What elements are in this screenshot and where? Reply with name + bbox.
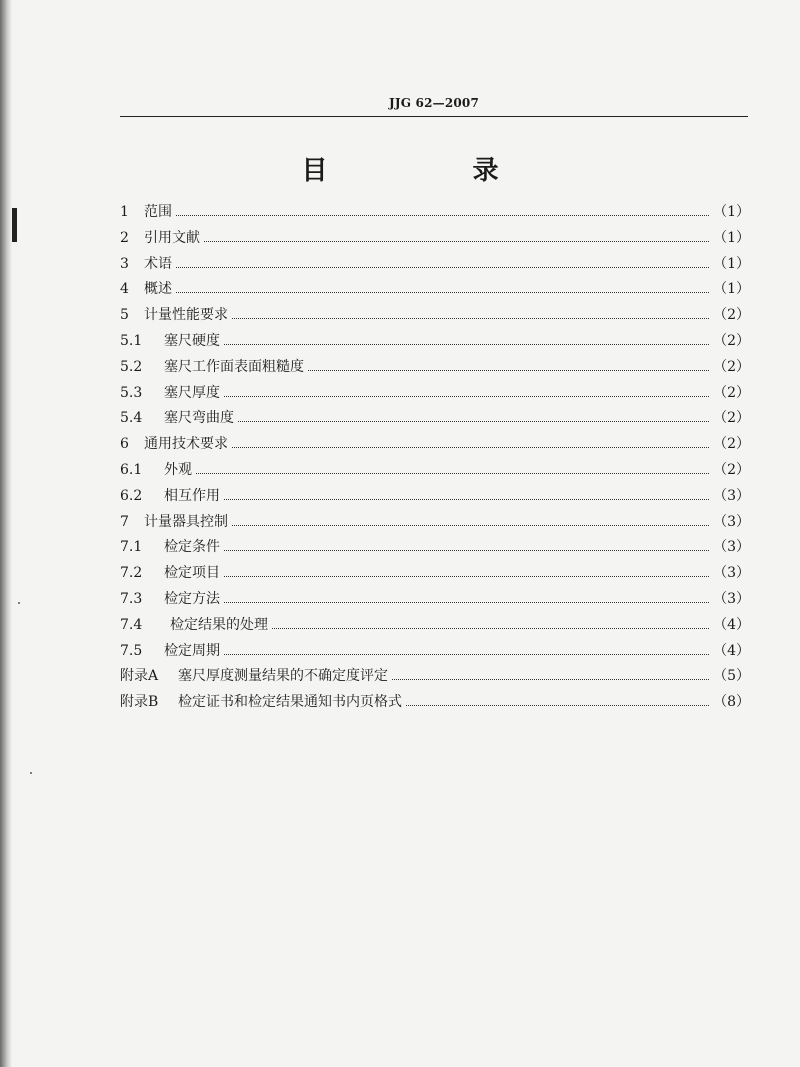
toc-dot-leader xyxy=(224,576,709,577)
toc-entry-5-1[interactable] xyxy=(120,329,750,355)
toc-entry-label: 相互作用 xyxy=(164,487,220,504)
toc-entry-number: 1 xyxy=(120,204,129,220)
toc-entry-2[interactable] xyxy=(120,226,750,252)
toc-entry-7-2[interactable] xyxy=(120,561,750,587)
toc-entry-number: 4 xyxy=(120,281,129,298)
toc-entry-5-4[interactable] xyxy=(120,406,750,432)
toc-dot-leader xyxy=(232,318,709,319)
toc-entry-5-2[interactable] xyxy=(120,355,750,381)
toc-entry-7[interactable] xyxy=(120,510,750,536)
toc-entry-number: 7.2 xyxy=(120,565,143,582)
toc-entry-number: 7.1 xyxy=(120,539,143,556)
toc-entry-label: 塞尺厚度 xyxy=(164,384,220,401)
toc-dot-leader xyxy=(176,292,709,293)
toc-entry-1[interactable] xyxy=(120,200,750,226)
toc-entry-page: （3） xyxy=(713,590,750,607)
toc-entry-number: 5.4 xyxy=(120,410,143,427)
toc-dot-leader xyxy=(224,550,709,551)
toc-dot-leader xyxy=(224,654,709,655)
toc-dot-leader xyxy=(176,267,709,268)
toc-entry-number: 5.1 xyxy=(120,332,143,349)
toc-entry-appendix-a[interactable] xyxy=(120,664,750,690)
toc-entry-label: 检定方法 xyxy=(164,590,220,607)
header-rule xyxy=(120,116,748,117)
toc-entry-number: 7.4 xyxy=(120,616,143,633)
toc-entry-page: （2） xyxy=(713,332,750,349)
toc-entry-label: 检定结果的处理 xyxy=(170,616,268,633)
toc-entry-label: 塞尺硬度 xyxy=(164,332,220,349)
toc-entry-5[interactable] xyxy=(120,303,750,329)
toc-entry-page: （3） xyxy=(713,513,750,530)
toc-entry-page: （2） xyxy=(713,307,750,324)
toc-entry-page: （8） xyxy=(713,694,750,711)
toc-dot-leader xyxy=(232,525,709,526)
toc-dot-leader xyxy=(224,602,709,603)
toc-entry-number: 附录A xyxy=(120,668,159,685)
toc-entry-page: （2） xyxy=(713,461,750,478)
toc-entry-page: （5） xyxy=(713,668,750,685)
toc-entry-7-5[interactable] xyxy=(120,639,750,665)
page-header-standard-code: JJG 62—2007 xyxy=(388,96,480,110)
toc-entry-page: （2） xyxy=(713,384,750,401)
toc-entry-7-4[interactable] xyxy=(120,613,750,639)
scan-speck xyxy=(18,602,20,604)
toc-entry-page: （2） xyxy=(713,436,750,453)
toc-entry-page: （1） xyxy=(713,255,750,272)
toc-entry-label: 检定条件 xyxy=(164,539,220,556)
toc-entry-number: 2 xyxy=(120,229,129,246)
toc-entry-label: 范围 xyxy=(144,204,172,220)
toc-entry-appendix-b[interactable] xyxy=(120,690,750,716)
toc-entry-page: （3） xyxy=(713,487,750,504)
toc-entry-5-3[interactable] xyxy=(120,381,750,407)
toc-dot-leader xyxy=(308,370,709,371)
toc-entry-page: （1） xyxy=(713,281,750,298)
toc-dot-leader xyxy=(406,705,709,706)
toc-entry-label: 检定项目 xyxy=(164,565,220,582)
toc-entry-number: 附录B xyxy=(120,694,159,711)
toc-entry-6-1[interactable] xyxy=(120,458,750,484)
toc-entry-page: （4） xyxy=(713,616,750,633)
toc-dot-leader xyxy=(272,628,709,629)
toc-entry-number: 5.3 xyxy=(120,384,143,401)
toc-entry-4[interactable] xyxy=(120,277,750,303)
toc-dot-leader xyxy=(196,473,709,474)
toc-entry-label: 术语 xyxy=(144,255,172,272)
toc-dot-leader xyxy=(392,679,709,680)
toc-entry-number: 6 xyxy=(120,436,129,453)
table-of-contents xyxy=(120,200,750,716)
toc-entry-label: 塞尺厚度测量结果的不确定度评定 xyxy=(178,668,388,685)
toc-entry-label: 塞尺工作面表面粗糙度 xyxy=(164,358,304,375)
toc-entry-label: 塞尺弯曲度 xyxy=(164,410,234,427)
toc-entry-page: （2） xyxy=(713,410,750,427)
toc-entry-number: 5.2 xyxy=(120,358,143,375)
toc-entry-label: 通用技术要求 xyxy=(144,436,228,453)
toc-entry-label: 外观 xyxy=(164,461,192,478)
toc-dot-leader xyxy=(224,499,709,500)
toc-entry-number: 5 xyxy=(120,307,129,324)
toc-dot-leader xyxy=(204,241,709,242)
scan-binding-mark xyxy=(12,208,17,242)
toc-dot-leader xyxy=(238,421,709,422)
scan-speck xyxy=(30,772,32,774)
toc-entry-number: 7.5 xyxy=(120,642,143,659)
toc-entry-7-3[interactable] xyxy=(120,587,750,613)
toc-dot-leader xyxy=(232,447,709,448)
toc-entry-page: （1） xyxy=(713,204,750,220)
toc-dot-leader xyxy=(224,344,709,345)
toc-entry-7-1[interactable] xyxy=(120,535,750,561)
toc-entry-page: （1） xyxy=(713,229,750,246)
toc-entry-page: （4） xyxy=(713,642,750,659)
toc-entry-page: （3） xyxy=(713,539,750,556)
toc-entry-number: 7.3 xyxy=(120,590,143,607)
toc-entry-6-2[interactable] xyxy=(120,484,750,510)
toc-entry-label: 检定证书和检定结果通知书内页格式 xyxy=(178,694,402,711)
toc-entry-label: 计量器具控制 xyxy=(144,513,228,530)
toc-dot-leader xyxy=(176,215,709,216)
toc-entry-number: 6.2 xyxy=(120,487,143,504)
toc-dot-leader xyxy=(224,396,709,397)
toc-entry-number: 6.1 xyxy=(120,461,143,478)
toc-entry-number: 7 xyxy=(120,513,129,530)
toc-entry-label: 计量性能要求 xyxy=(144,307,228,324)
toc-entry-3[interactable] xyxy=(120,252,750,278)
toc-entry-number: 3 xyxy=(120,255,129,272)
toc-entry-6[interactable] xyxy=(120,432,750,458)
toc-entry-label: 检定周期 xyxy=(164,642,220,659)
toc-entry-label: 引用文献 xyxy=(144,229,200,246)
page-title: 目 录 xyxy=(301,156,567,186)
toc-entry-label: 概述 xyxy=(144,281,172,298)
toc-entry-page: （3） xyxy=(713,565,750,582)
toc-entry-page: （2） xyxy=(713,358,750,375)
